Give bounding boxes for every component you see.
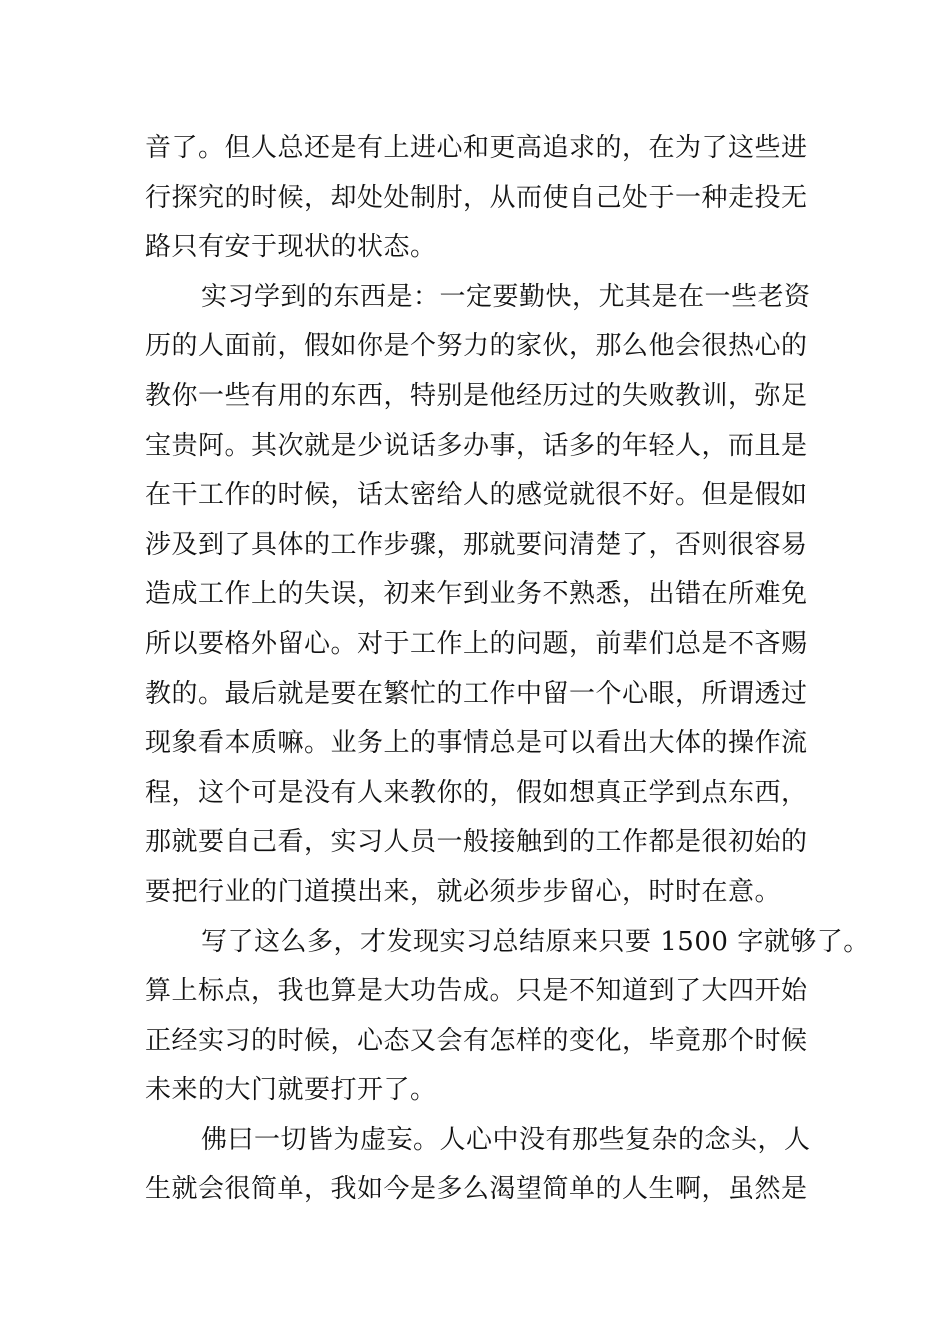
paragraph-first-line: 实习学到的东西是：一定要勤快，尤其是在一些老资	[201, 281, 811, 312]
text-line: 教你一些有用的东西，特别是他经历过的失败教训，弥足	[145, 380, 808, 411]
text-line: 所以要格外留心。对于工作上的问题，前辈们总是不吝赐	[145, 628, 808, 659]
text-line: 音了。但人总还是有上进心和更高追求的，在为了这些进	[145, 133, 808, 163]
text-line: 算上标点，我也算是大功告成。只是不知道到了大四开始	[145, 976, 808, 1007]
text-line: 宝贵阿。其次就是少说话多办事，话多的年轻人，而且是	[145, 430, 808, 461]
text-line: 现象看本质嘛。业务上的事情总是可以看出大体的操作流	[145, 728, 808, 759]
text-line: 造成工作上的失误，初来乍到业务不熟悉，出错在所难免	[145, 579, 808, 610]
text-line: 涉及到了具体的工作步骤，那就要问清楚了，否则很容易	[145, 529, 808, 560]
document-body	[145, 124, 870, 1215]
text-line: 在干工作的时候，话太密给人的感觉就很不好。但是假如	[145, 480, 808, 511]
text-line: 那就要自己看，实习人员一般接触到的工作都是很初始的	[145, 827, 808, 858]
paragraph-first-line: 写了这么多，才发现实习总结原来只要 1500 字就够了。	[201, 926, 870, 957]
text-line: 程，这个可是没有人来教你的，假如想真正学到点东西，	[145, 777, 808, 808]
text-line: 行探究的时候，却处处制肘，从而使自己处于一种走投无	[145, 182, 808, 213]
paragraph-first-line: 佛曰一切皆为虚妄。人心中没有那些复杂的念头，人	[201, 1124, 811, 1155]
text-line: 教的。最后就是要在繁忙的工作中留一个心眼，所谓透过	[145, 678, 808, 709]
text-line: 要把行业的门道摸出来，就必须步步留心，时时在意。	[145, 876, 782, 907]
text-line: 未来的大门就要打开了。	[145, 1075, 437, 1106]
text-line: 正经实习的时候，心态又会有怎样的变化，毕竟那个时候	[145, 1025, 808, 1056]
text-line: 生就会很简单，我如今是多么渴望简单的人生啊，虽然是	[145, 1174, 808, 1205]
text-line: 路只有安于现状的状态。	[145, 232, 437, 263]
text-line: 历的人面前，假如你是个努力的家伙，那么他会很热心的	[145, 331, 808, 362]
